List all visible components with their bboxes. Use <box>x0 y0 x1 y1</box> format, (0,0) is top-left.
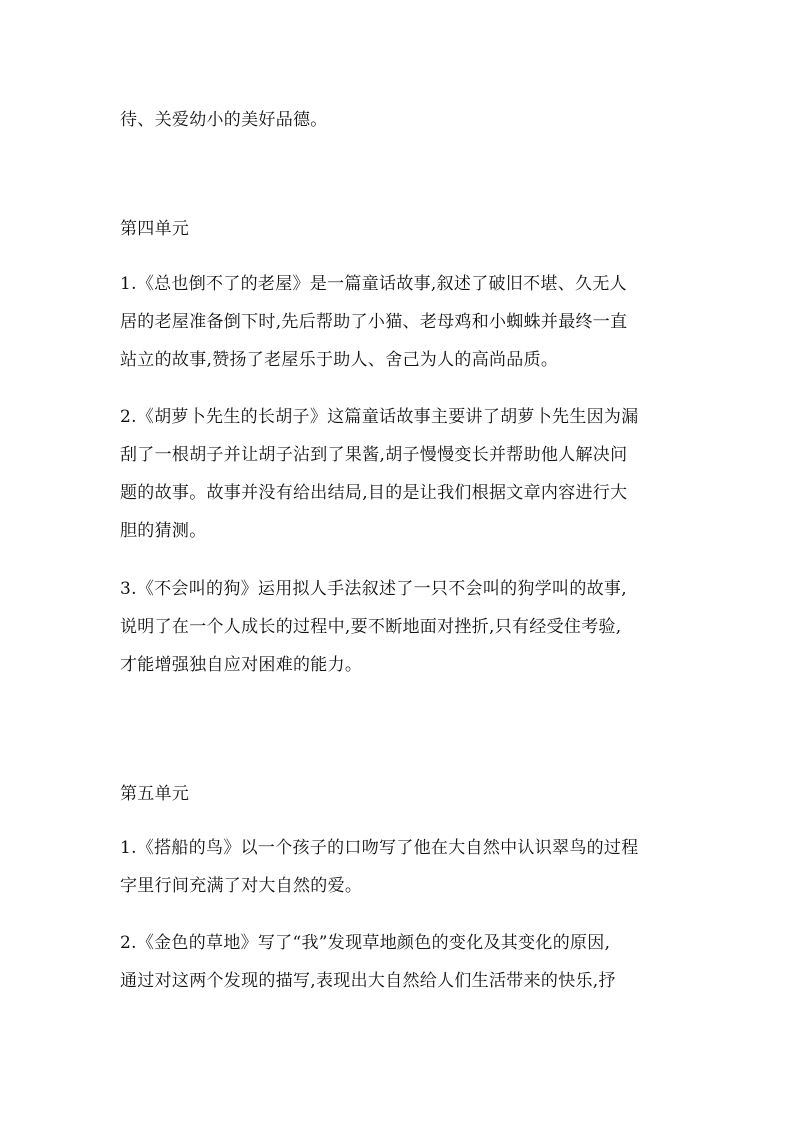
intro-text-line: 待、关爱幼小的美好品德。 <box>120 110 328 130</box>
unit4-item2-line3: 题的故事。故事并没有给出结局,目的是让我们根据文章内容进行大 <box>120 483 628 503</box>
unit5-item1-line1: 1.《搭船的鸟》以一个孩子的口吻写了他在大自然中认识翠鸟的过程 <box>120 838 639 858</box>
unit5-item1-line2: 字里行间充满了对大自然的爱。 <box>120 876 363 896</box>
unit4-item2-line2: 刮了一根胡子并让胡子沾到了果酱,胡子慢慢变长并帮助他人解决问 <box>120 445 628 465</box>
unit5-heading: 第五单元 <box>120 784 190 804</box>
unit4-item1-line2: 居的老屋准备倒下时,先后帮助了小猫、老母鸡和小蜘蛛并最终一直 <box>120 312 628 332</box>
unit4-item3-line3: 才能增强独自应对困难的能力。 <box>120 655 363 675</box>
unit4-heading: 第四单元 <box>120 219 190 239</box>
unit4-item1-line3: 站立的故事,赞扬了老屋乐于助人、舍己为人的高尚品质。 <box>120 350 559 370</box>
unit4-item2-line4: 胆的猜测。 <box>120 521 207 541</box>
unit4-item1-line1: 1.《总也倒不了的老屋》是一篇童话故事,叙述了破旧不堪、久无人 <box>120 274 627 294</box>
unit5-item2-line1: 2.《金色的草地》写了“我”发现草地颜色的变化及其变化的原因, <box>120 933 611 953</box>
unit4-item3-line1: 3.《不会叫的狗》运用拟人手法叙述了一只不会叫的狗学叫的故事, <box>120 579 627 599</box>
unit4-item3-line2: 说明了在一个人成长的过程中,要不断地面对挫折,只有经受住考验, <box>120 617 622 637</box>
unit5-item2-line2: 通过对这两个发现的描写,表现出大自然给人们生活带来的快乐,抒 <box>120 971 616 991</box>
unit4-item2-line1: 2.《胡萝卜先生的长胡子》这篇童话故事主要讲了胡萝卜先生因为漏 <box>120 407 639 427</box>
